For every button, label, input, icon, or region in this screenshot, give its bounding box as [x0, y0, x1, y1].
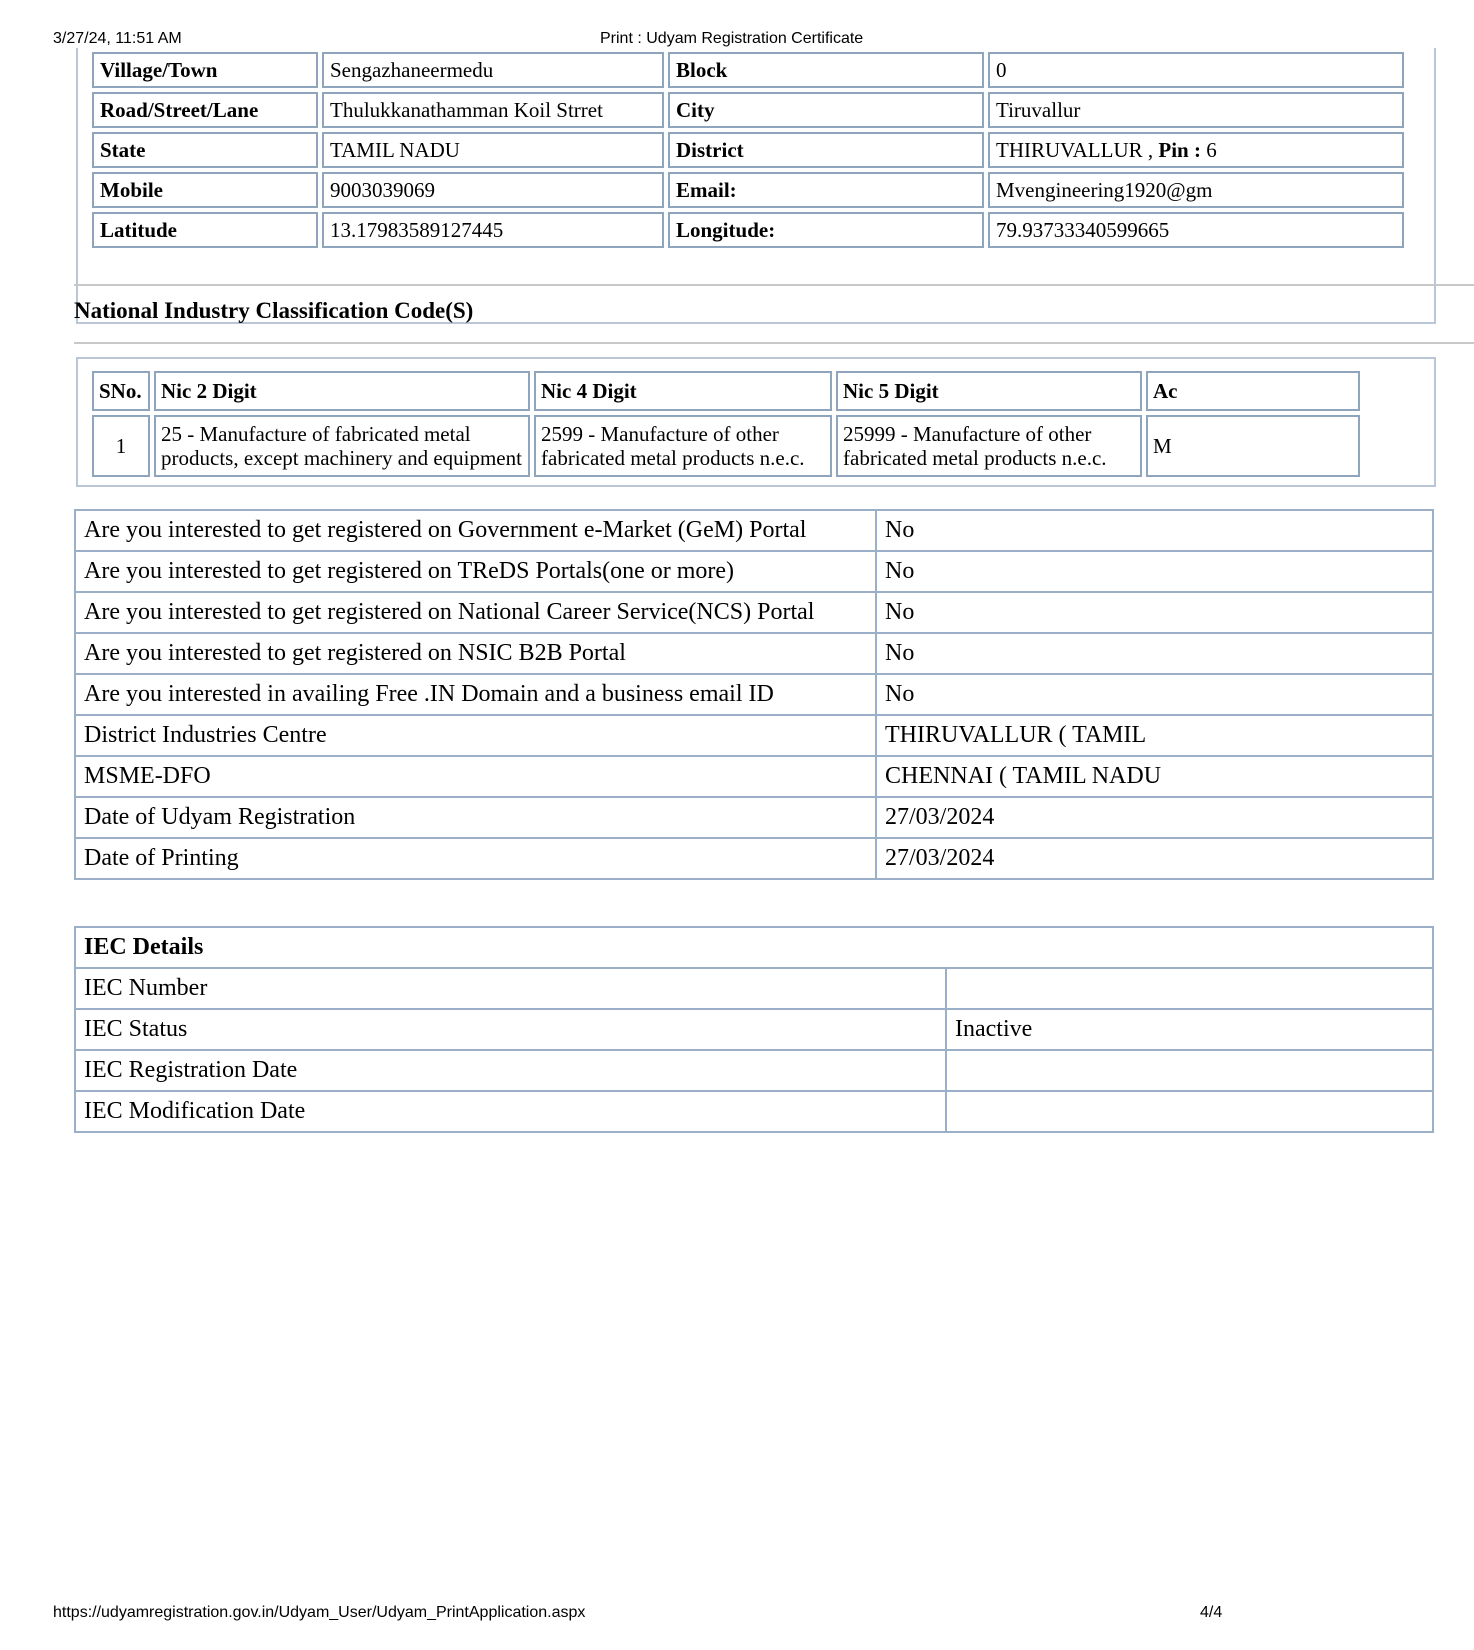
answer-cell: 27/03/2024 [876, 838, 1433, 879]
question-cell: MSME-DFO [75, 756, 876, 797]
table-header-row [75, 927, 1433, 968]
question-cell: Are you interested to get registered on National Career Service(NCS) Portal [75, 592, 876, 633]
city-value: Tiruvallur [988, 92, 1404, 128]
table-row [75, 551, 1433, 592]
answer-cell: No [876, 592, 1433, 633]
city-label: City [668, 92, 984, 128]
table-row [75, 633, 1433, 674]
latitude-label: Latitude [92, 212, 318, 248]
nic-section [76, 357, 1436, 487]
table-row [75, 1050, 1433, 1091]
district-label: District [668, 132, 984, 168]
table-row [75, 510, 1433, 551]
iec-label-cell: IEC Status [75, 1009, 946, 1050]
print-datetime: 3/27/24, 11:51 AM [53, 30, 182, 47]
question-cell: Are you interested to get registered on TReDS Portals(one or more) [75, 551, 876, 592]
iec-label-cell: IEC Registration Date [75, 1050, 946, 1091]
print-page-title: Print : Udyam Registration Certificate [600, 30, 864, 47]
answer-cell: No [876, 674, 1433, 715]
mobile-label: Mobile [92, 172, 318, 208]
village-value: Sengazhaneermedu [322, 52, 664, 88]
iec-value-cell [946, 1050, 1433, 1091]
answer-cell: No [876, 510, 1433, 551]
mobile-value: 9003039069 [322, 172, 664, 208]
pin-value: 6 [1206, 137, 1217, 162]
nic-table [88, 367, 1364, 481]
table-row [92, 132, 1404, 168]
print-url: https://udyamregistration.gov.in/Udyam_User/Udyam_PrintApplication.aspx [53, 1604, 586, 1621]
nic4-header: Nic 4 Digit [534, 371, 832, 411]
district-value [988, 132, 1404, 168]
road-value: Thulukkanathamman Koil Strret [322, 92, 664, 128]
answer-cell: No [876, 551, 1433, 592]
table-row [75, 838, 1433, 879]
iec-value-cell [946, 1091, 1433, 1132]
page-number: 4/4 [1200, 1604, 1223, 1621]
nic2-cell: 25 - Manufacture of fabricated metal products, except machinery and equipment [154, 415, 530, 477]
table-row [92, 415, 1360, 477]
longitude-value: 79.93733340599665 [988, 212, 1404, 248]
table-row [75, 1091, 1433, 1132]
email-label: Email: [668, 172, 984, 208]
question-cell: Date of Udyam Registration [75, 797, 876, 838]
table-row [92, 212, 1404, 248]
pin-label: Pin : [1158, 137, 1207, 162]
answer-cell: 27/03/2024 [876, 797, 1433, 838]
state-value: TAMIL NADU [322, 132, 664, 168]
question-cell: Date of Printing [75, 838, 876, 879]
iec-value-cell: Inactive [946, 1009, 1433, 1050]
block-value: 0 [988, 52, 1404, 88]
block-label: Block [668, 52, 984, 88]
certificate-content [74, 54, 1217, 1158]
nic4-cell: 2599 - Manufacture of other fabricated metal products n.e.c. [534, 415, 832, 477]
state-label: State [92, 132, 318, 168]
nic5-header: Nic 5 Digit [836, 371, 1142, 411]
registration-options-table [74, 509, 1434, 880]
district-name: THIRUVALLUR , [996, 137, 1159, 162]
longitude-label: Longitude: [668, 212, 984, 248]
iec-details-table [74, 926, 1434, 1133]
village-label: Village/Town [92, 52, 318, 88]
question-cell: Are you interested in availing Free .IN Domain and a business email ID [75, 674, 876, 715]
table-row [75, 968, 1433, 1009]
sno-cell: 1 [92, 415, 150, 477]
table-row [75, 1009, 1433, 1050]
iec-label-cell: IEC Number [75, 968, 946, 1009]
answer-cell: THIRUVALLUR ( TAMIL [876, 715, 1433, 756]
iec-label-cell: IEC Modification Date [75, 1091, 946, 1132]
activity-header: Ac [1146, 371, 1360, 411]
iec-value-cell [946, 968, 1433, 1009]
table-row [75, 756, 1433, 797]
sno-header: SNo. [92, 371, 150, 411]
road-label: Road/Street/Lane [92, 92, 318, 128]
nic-section-title: National Industry Classification Code(S) [74, 298, 474, 323]
question-cell: District Industries Centre [75, 715, 876, 756]
answer-cell: No [876, 633, 1433, 674]
table-row [75, 797, 1433, 838]
table-row [75, 674, 1433, 715]
nic5-cell: 25999 - Manufacture of other fabricated metal products n.e.c. [836, 415, 1142, 477]
table-row [75, 592, 1433, 633]
latitude-value: 13.17983589127445 [322, 212, 664, 248]
question-cell: Are you interested to get registered on Government e-Market (GeM) Portal [75, 510, 876, 551]
address-section [76, 48, 1436, 324]
table-row [92, 52, 1404, 88]
divider [74, 284, 1474, 286]
answer-cell: CHENNAI ( TAMIL NADU [876, 756, 1433, 797]
activity-cell: M [1146, 415, 1360, 477]
table-row [92, 172, 1404, 208]
email-value: Mvengineering1920@gm [988, 172, 1404, 208]
iec-title: IEC Details [75, 927, 1433, 968]
table-header-row [92, 371, 1360, 411]
table-row [92, 92, 1404, 128]
question-cell: Are you interested to get registered on NSIC B2B Portal [75, 633, 876, 674]
divider [74, 342, 1474, 344]
nic2-header: Nic 2 Digit [154, 371, 530, 411]
address-table [88, 48, 1408, 252]
table-row [75, 715, 1433, 756]
